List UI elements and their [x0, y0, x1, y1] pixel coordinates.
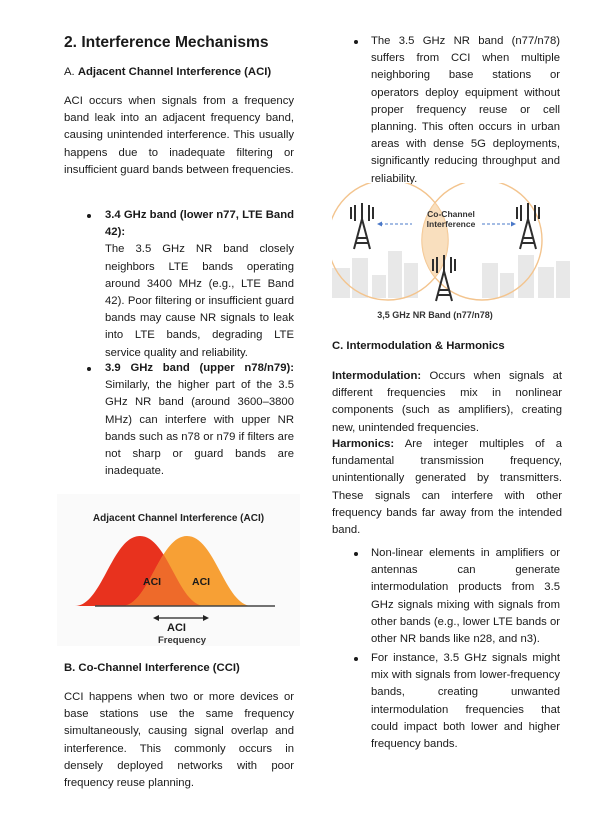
bullet-dot — [87, 367, 91, 371]
left-arrow-head — [377, 222, 382, 227]
arrow-left-head — [153, 615, 159, 621]
section-b-paragraph: CCI happens when two or more devices or base stations use the same frequency simultaneously, causing signal overlap and interference. This commonly occurs in densely deployed networks with poor frequency reuse planning. — [64, 691, 294, 790]
cci-center-label — [416, 209, 486, 229]
cci-figure-caption: 3,5 GHz NR Band (n77/n78) — [377, 310, 493, 320]
cci-label-line-2: Interference — [426, 219, 476, 229]
intermodulation-label: Intermodulation: — [332, 370, 422, 382]
im-bullet-2 — [354, 650, 560, 753]
section-a-heading — [64, 64, 271, 80]
bullet-text: Non-linear elements in amplifiers or antennas can generate intermodulation products from 3.5 GHz signals mixing with signals from other bands (e.g., lower LTE bands or other NR bands like n28, and n3). — [371, 547, 560, 646]
section-b-heading — [64, 660, 240, 676]
arrow-right-head — [203, 615, 209, 621]
cci-figure — [332, 183, 575, 323]
aci-bullet-1 — [88, 207, 294, 362]
aci-figure-title: Adjacent Channel Interference (ACI) — [92, 513, 265, 524]
section-a-prefix: A. — [64, 66, 78, 78]
cci-bullet — [354, 33, 560, 188]
bullet-title: 3.4 GHz band (lower n77, LTE Band 42): — [105, 209, 294, 239]
right-arrow-head — [511, 222, 516, 227]
aci-left-label: ACI — [143, 576, 162, 588]
tower-left-icon — [351, 203, 373, 249]
harmonics-text: Are integer multiples of a fundamental transmission frequency, unintentionally generated by transmitters. These signals can interfere with other frequency bands far away from the intended band. — [332, 438, 562, 537]
bullet-text — [105, 207, 294, 362]
aci-right-label: ACI — [192, 576, 211, 588]
section-title: 2. Interference Mechanisms — [64, 34, 269, 51]
tower-right-icon — [517, 203, 539, 249]
bullet-dot — [354, 657, 358, 661]
bullet-dot — [87, 214, 91, 218]
intermodulation-paragraph — [332, 368, 562, 437]
bullet-text: For instance, 3.5 GHz signals might mix with signals from lower-frequency bands, creating unwanted intermodulation frequencies that could impact both lower and higher frequency bands. — [371, 652, 560, 751]
harmonics-label: Harmonics: — [332, 438, 395, 450]
bullet-body: Similarly, the higher part of the 3.5 GHz NR band (around 3600–3800 MHz) can interfere with upper NR bands such as n78 or n79 if filters are not sharp or guard bands are inadequate. — [105, 379, 294, 478]
section-a-heading-text: Adjacent Channel Interference (ACI) — [77, 66, 272, 78]
section-b-heading-text: B. Co-Channel Interference (CCI) — [64, 662, 240, 674]
cci-label-line-1: Co-Channel — [427, 209, 475, 219]
cci-diagram — [332, 183, 575, 323]
intermodulation-text: Occurs when signals at different frequencies mix in nonlinear components (such as amplifiers), creating new, unintended frequencies. — [332, 370, 562, 434]
bullet-text — [105, 360, 294, 480]
frequency-axis-label: Frequency — [158, 635, 207, 646]
bullet-text: The 3.5 GHz NR band (n77/n78) suffers from CCI when multiple neighboring base stations or operators deploy equipment without proper frequency reuse or cell planning. This often occurs in urban areas with dense 5G deployments, significantly reducing throughput and reliability. — [371, 35, 560, 185]
bullet-title: 3.9 GHz band (upper n78/n79): — [105, 362, 294, 374]
section-a-paragraph: ACI occurs when signals from a frequency band leak into an adjacent frequency band, causing unintended interference. This usually happens due to inadequate filtering or insufficient guard bands between frequencies. — [64, 95, 294, 176]
bullet-dot — [354, 552, 358, 556]
im-bullet-1 — [354, 545, 560, 648]
bullet-dot — [354, 40, 358, 44]
aci-arrow-label: ACI — [167, 622, 186, 634]
aci-figure — [57, 494, 300, 646]
bullet-body: The 3.5 GHz NR band closely neighbors LTE bands operating around 3400 MHz (e.g., LTE Band 42). Poor filtering or insufficient guard bands may cause NR signals to leak into LTE bands, degrading LTE service quality and reliability. — [105, 243, 294, 359]
section-c-heading-text: C. Intermodulation & Harmonics — [332, 340, 505, 352]
harmonics-paragraph — [332, 436, 562, 539]
section-c-heading — [332, 338, 505, 354]
aci-bullet-2 — [88, 360, 294, 480]
